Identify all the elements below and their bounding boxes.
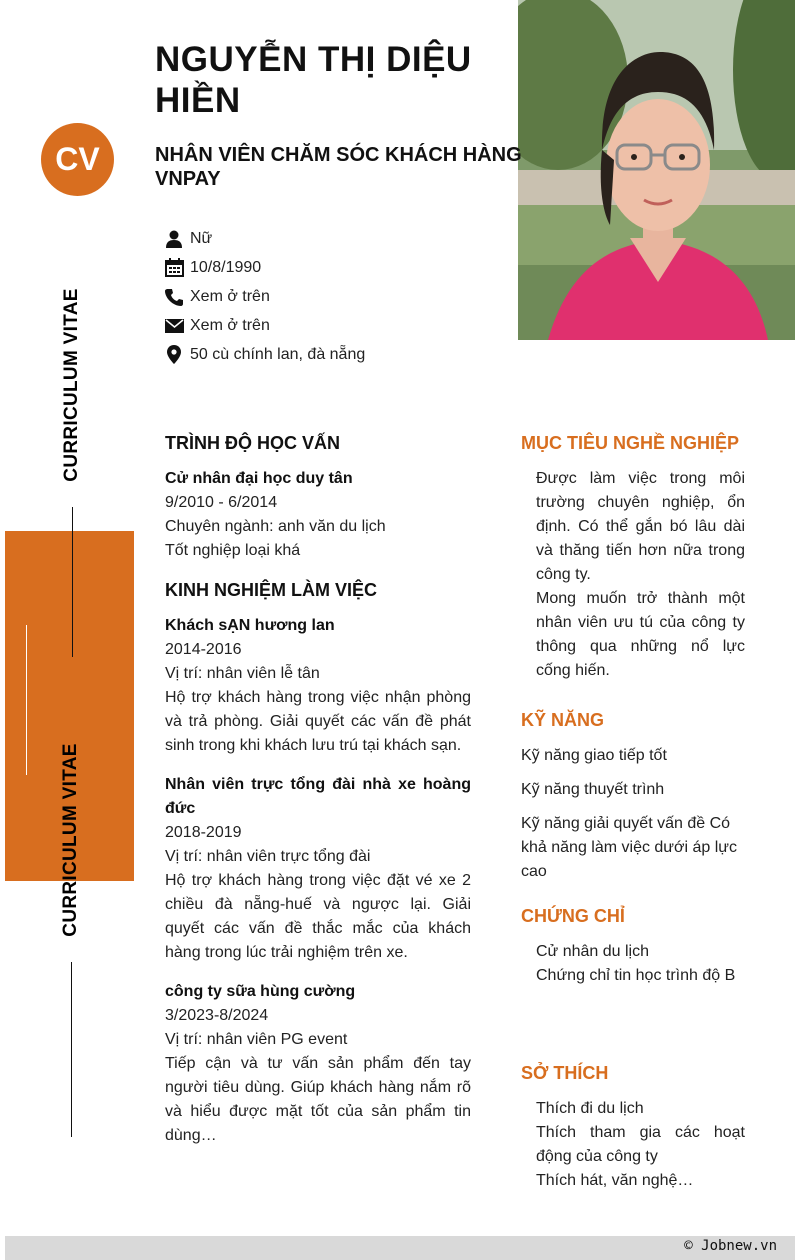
experience-item xyxy=(165,614,471,758)
contact-info xyxy=(164,224,504,369)
experience-company: Nhân viên trực tổng đài nhà xe hoàng đức xyxy=(165,775,471,817)
objective-title: MỤC TIÊU NGHỀ NGHIỆP xyxy=(521,433,740,453)
person-icon xyxy=(164,229,184,249)
gender-value: Nữ xyxy=(190,229,213,247)
phone-icon xyxy=(164,287,184,307)
calendar-icon xyxy=(164,258,184,278)
experience-company: công ty sữa hùng cường xyxy=(165,982,356,1000)
hobby-item: Thích đi du lịch xyxy=(536,1099,644,1117)
experience-description: Hộ trợ khách hàng trong việc đặt vé xe 2 chiều đà nẵng-huế và ngược lại. Giải quyết các vấn đề thắc mắc của khách hàng trong lúc trải nghiệm trên xe. xyxy=(165,871,471,961)
candidate-name: NGUYỄN THỊ DIỆU HIỀN xyxy=(155,40,472,120)
education-school: Cử nhân đại học duy tân xyxy=(165,469,353,487)
skill-item: Kỹ năng thuyết trình xyxy=(521,780,665,798)
vertical-label-top: CURRICULUM VITAE xyxy=(61,288,82,482)
contact-birthday xyxy=(164,253,504,282)
email-value: Xem ở trên xyxy=(190,316,270,334)
objective-section xyxy=(521,433,745,683)
contact-phone xyxy=(164,282,504,311)
job-title: NHÂN VIÊN CHĂM SÓC KHÁCH HÀNG VNPAY xyxy=(155,144,522,190)
education-period: 9/2010 - 6/2014 xyxy=(165,493,278,511)
divider-line xyxy=(71,962,72,1137)
envelope-icon xyxy=(164,316,184,336)
contact-address xyxy=(164,340,504,369)
experience-description: Tiếp cận và tư vấn sản phẩm đến tay người tiêu dùng. Giúp khách hàng nắm rõ và hiểu được mặt tốt của sản phẩm tin dùng… xyxy=(165,1054,471,1144)
certificates-section xyxy=(521,906,745,988)
experience-item xyxy=(165,773,471,965)
objective-paragraph: Được làm việc trong môi trường chuyên nghiệp, ổn định. Có thể gắn bó lâu dài và thăng tiến hơn nữa trong công ty. xyxy=(536,469,745,583)
experience-position: Vị trí: nhân viên lễ tân xyxy=(165,664,320,682)
objective-paragraph: Mong muốn trở thành một nhân viên ưu tú của công ty thông qua những nổ lực cống hiến. xyxy=(536,589,745,679)
footer-copyright: © Jobnew.vn xyxy=(684,1238,777,1254)
experience-description: Hộ trợ khách hàng trong việc nhận phòng và trả phòng. Giải quyết các vấn đề phát sinh trong khi khách lưu trú tại khách sạn. xyxy=(165,688,471,754)
experience-position: Vị trí: nhân viên PG event xyxy=(165,1030,348,1048)
education-title: TRÌNH ĐỘ HỌC VẤN xyxy=(165,433,340,453)
certificate-item: Cử nhân du lịch xyxy=(536,942,649,960)
birthday-value: 10/8/1990 xyxy=(190,258,262,276)
phone-value: Xem ở trên xyxy=(190,287,270,305)
hobbies-section xyxy=(521,1063,745,1193)
education-section xyxy=(165,433,471,563)
experience-position: Vị trí: nhân viên trực tổng đài xyxy=(165,847,371,865)
hobbies-title: SỞ THÍCH xyxy=(521,1063,609,1083)
experience-section xyxy=(165,580,471,1148)
address-value: 50 cù chính lan, đà nẵng xyxy=(190,345,366,363)
cv-badge: CV xyxy=(41,123,114,196)
experience-period: 2018-2019 xyxy=(165,823,242,841)
education-major: Chuyên ngành: anh văn du lịch xyxy=(165,517,386,535)
skill-item: Kỹ năng giao tiếp tốt xyxy=(521,746,667,764)
vertical-label-bottom: CURRICULUM VITAE xyxy=(60,743,81,937)
divider-line xyxy=(26,625,27,775)
hobby-item: Thích tham gia các hoạt động của công ty xyxy=(536,1123,745,1165)
skill-item: Kỹ năng giải quyết vấn đề Có khả năng làm việc dưới áp lực cao xyxy=(521,814,738,880)
footer-bar xyxy=(5,1236,795,1260)
certificate-item: Chứng chỉ tin học trình độ B xyxy=(536,966,736,984)
hobby-item: Thích hát, văn nghệ… xyxy=(536,1171,694,1189)
experience-period: 2014-2016 xyxy=(165,640,242,658)
profile-photo xyxy=(518,0,795,340)
experience-company: Khách sẠN hương lan xyxy=(165,616,335,634)
contact-email xyxy=(164,311,504,340)
experience-period: 3/2023-8/2024 xyxy=(165,1006,269,1024)
location-pin-icon xyxy=(164,345,184,365)
contact-gender xyxy=(164,224,504,253)
skills-title: KỸ NĂNG xyxy=(521,710,605,730)
divider-line xyxy=(72,507,73,657)
certificates-title: CHỨNG CHỈ xyxy=(521,906,625,926)
education-grade: Tốt nghiệp loại khá xyxy=(165,541,301,559)
skills-section xyxy=(521,710,745,884)
experience-item xyxy=(165,980,471,1148)
experience-title: KINH NGHIỆM LÀM VIỆC xyxy=(165,580,378,600)
